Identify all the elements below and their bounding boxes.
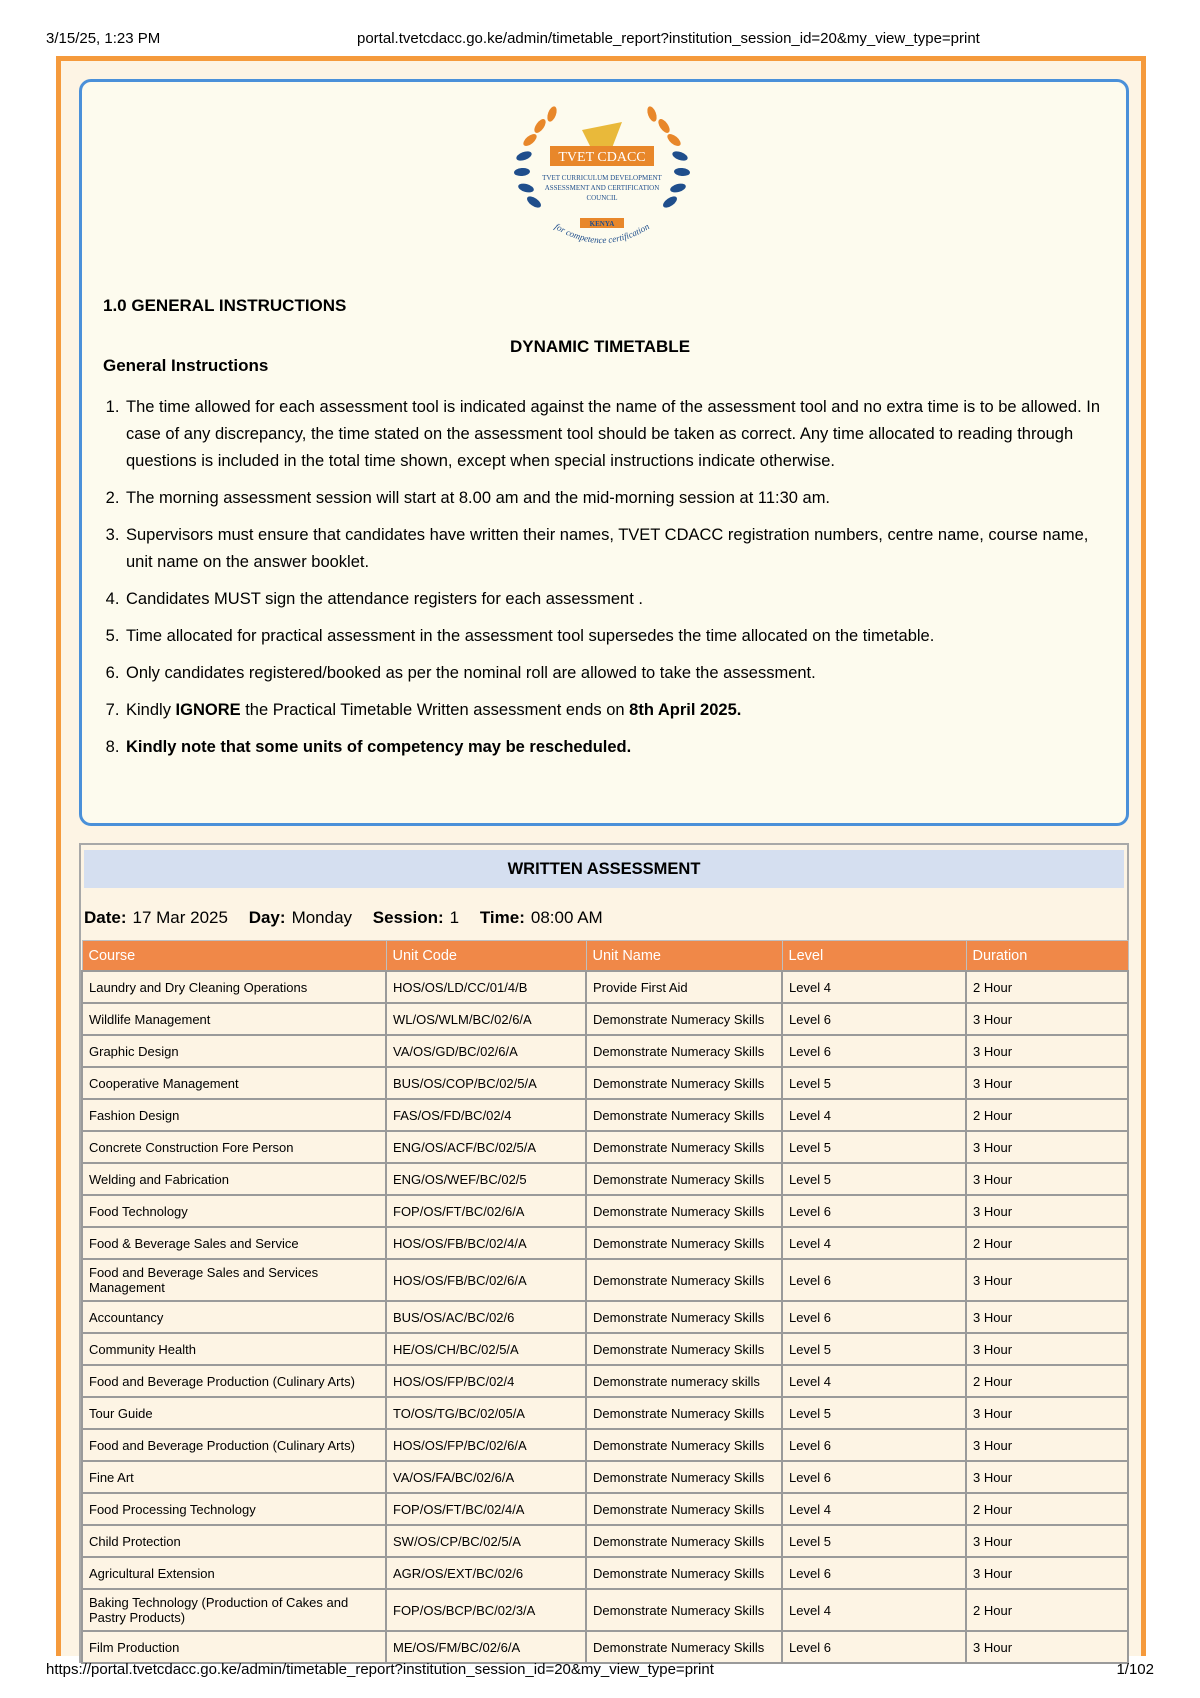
table-row [82, 1227, 1128, 1259]
unit-code-cell: WL/OS/WLM/BC/02/6/A [386, 1003, 586, 1035]
end-date-emphasis: 8th April 2025. [629, 701, 742, 719]
course-cell: Food and Beverage Production (Culinary Arts) [82, 1365, 386, 1397]
table-row [82, 1301, 1128, 1333]
table-row [82, 1365, 1128, 1397]
duration-cell: 3 Hour [966, 1429, 1128, 1461]
level-cell: Level 5 [782, 1333, 966, 1365]
course-cell: Cooperative Management [82, 1067, 386, 1099]
duration-cell: 3 Hour [966, 1461, 1128, 1493]
unit-name-cell: Demonstrate Numeracy Skills [586, 1397, 782, 1429]
level-cell: Level 6 [782, 1461, 966, 1493]
level-cell: Level 4 [782, 1589, 966, 1631]
unit-name-cell: Demonstrate numeracy skills [586, 1365, 782, 1397]
unit-code-cell: HOS/OS/FB/BC/02/4/A [386, 1227, 586, 1259]
unit-name-cell: Demonstrate Numeracy Skills [586, 1195, 782, 1227]
unit-name-cell: Demonstrate Numeracy Skills [586, 1429, 782, 1461]
level-cell: Level 4 [782, 971, 966, 1003]
unit-name-cell: Demonstrate Numeracy Skills [586, 1301, 782, 1333]
duration-cell: 3 Hour [966, 1003, 1128, 1035]
session-value: 1 [449, 908, 460, 927]
course-cell: Welding and Fabrication [82, 1163, 386, 1195]
svg-text:TVET CDACC: TVET CDACC [558, 150, 646, 165]
table-row [82, 1099, 1128, 1131]
unit-name-cell: Demonstrate Numeracy Skills [586, 1099, 782, 1131]
unit-code-cell: VA/OS/FA/BC/02/6/A [386, 1461, 586, 1493]
day-label: Day: [248, 908, 286, 927]
footer-url: https://portal.tvetcdacc.go.ke/admin/timetable_report?institution_session_id=20&my_view_type=print [46, 1661, 714, 1678]
section-title: 1.0 GENERAL INSTRUCTIONS [103, 296, 347, 315]
general-instructions-heading: General Instructions [103, 356, 269, 375]
course-cell: Food Technology [82, 1195, 386, 1227]
unit-code-cell: HOS/OS/FP/BC/02/6/A [386, 1429, 586, 1461]
unit-code-cell: FOP/OS/FT/BC/02/6/A [386, 1195, 586, 1227]
duration-cell: 3 Hour [966, 1259, 1128, 1301]
day-value: Monday [291, 908, 353, 927]
instruction-item: 4. Candidates MUST sign the attendance registers for each assessment . [124, 586, 1114, 613]
duration-cell: 3 Hour [966, 1195, 1128, 1227]
duration-cell: 2 Hour [966, 1365, 1128, 1397]
instruction-item: 3. Supervisors must ensure that candidates have written their names, TVET CDACC registration numbers, centre name, course name, unit name on the answer booklet. [124, 522, 1114, 576]
instructions-list [103, 394, 1114, 771]
course-cell: Food and Beverage Production (Culinary Arts) [82, 1429, 386, 1461]
course-cell: Community Health [82, 1333, 386, 1365]
level-cell: Level 6 [782, 1195, 966, 1227]
duration-cell: 2 Hour [966, 1099, 1128, 1131]
unit-name-cell: Demonstrate Numeracy Skills [586, 1493, 782, 1525]
duration-cell: 3 Hour [966, 1333, 1128, 1365]
time-value: 08:00 AM [530, 908, 603, 927]
unit-code-cell: BUS/OS/AC/BC/02/6 [386, 1301, 586, 1333]
session-label: Session: [372, 908, 444, 927]
unit-name-cell: Demonstrate Numeracy Skills [586, 1131, 782, 1163]
level-cell: Level 5 [782, 1131, 966, 1163]
duration-cell: 3 Hour [966, 1163, 1128, 1195]
table-row [82, 1493, 1128, 1525]
duration-cell: 2 Hour [966, 1493, 1128, 1525]
duration-cell: 3 Hour [966, 1035, 1128, 1067]
svg-text:ASSESSMENT AND CERTIFICATION: ASSESSMENT AND CERTIFICATION [544, 184, 660, 192]
time-label: Time: [479, 908, 525, 927]
unit-name-cell: Demonstrate Numeracy Skills [586, 1003, 782, 1035]
level-cell: Level 4 [782, 1365, 966, 1397]
level-cell: Level 6 [782, 1003, 966, 1035]
unit-name-cell: Demonstrate Numeracy Skills [586, 1227, 782, 1259]
unit-code-cell: ENG/OS/WEF/BC/02/5 [386, 1163, 586, 1195]
table-row [82, 971, 1128, 1003]
unit-name-cell: Demonstrate Numeracy Skills [586, 1589, 782, 1631]
table-row [82, 1067, 1128, 1099]
table-row [82, 1131, 1128, 1163]
course-cell: Tour Guide [82, 1397, 386, 1429]
unit-name-cell: Demonstrate Numeracy Skills [586, 1163, 782, 1195]
instruction-item: 1. The time allowed for each assessment tool is indicated against the name of the assessment tool and no extra time is to be allowed. In case of any discrepancy, the time stated on the assessment tool should be taken as correct. Any time allocated to reading through questions is included in the total time shown, except when special instructions indicate otherwise. [124, 394, 1114, 475]
table-row [82, 1525, 1128, 1557]
duration-cell: 2 Hour [966, 1589, 1128, 1631]
course-cell: Baking Technology (Production of Cakes and Pastry Products) [82, 1589, 386, 1631]
table-row [82, 1461, 1128, 1493]
course-cell: Food and Beverage Sales and Services Management [82, 1259, 386, 1301]
unit-name-cell: Demonstrate Numeracy Skills [586, 1557, 782, 1589]
table-row [82, 1259, 1128, 1301]
print-datetime: 3/15/25, 1:23 PM [46, 30, 161, 47]
course-cell: Film Production [82, 1631, 386, 1663]
table-row [82, 1631, 1128, 1663]
course-cell: Agricultural Extension [82, 1557, 386, 1589]
instruction-item: 2. The morning assessment session will start at 8.00 am and the mid-morning session at 11:30 am. [124, 485, 1114, 512]
svg-text:KENYA: KENYA [589, 220, 615, 228]
tvet-cdacc-logo [512, 100, 692, 265]
level-cell: Level 6 [782, 1631, 966, 1663]
unit-name-cell: Demonstrate Numeracy Skills [586, 1035, 782, 1067]
duration-cell: 3 Hour [966, 1631, 1128, 1663]
unit-code-cell: HOS/OS/LD/CC/01/4/B [386, 971, 586, 1003]
session-info [84, 908, 619, 928]
instruction-item: 8. Kindly note that some units of competency may be rescheduled. [124, 734, 1114, 761]
svg-text:for competence certification: for competence certification [553, 221, 651, 246]
unit-code-cell: HE/OS/CH/BC/02/5/A [386, 1333, 586, 1365]
level-cell: Level 5 [782, 1397, 966, 1429]
table-row [82, 1333, 1128, 1365]
print-footer [0, 1661, 1200, 1681]
page-number: 1/102 [1116, 1661, 1154, 1678]
course-cell: Accountancy [82, 1301, 386, 1333]
table-row [82, 1195, 1128, 1227]
unit-name-cell: Demonstrate Numeracy Skills [586, 1067, 782, 1099]
duration-cell: 3 Hour [966, 1131, 1128, 1163]
course-cell: Child Protection [82, 1525, 386, 1557]
duration-cell: 3 Hour [966, 1397, 1128, 1429]
level-cell: Level 6 [782, 1557, 966, 1589]
duration-cell: 3 Hour [966, 1525, 1128, 1557]
unit-name-cell: Demonstrate Numeracy Skills [586, 1525, 782, 1557]
level-cell: Level 4 [782, 1493, 966, 1525]
duration-cell: 2 Hour [966, 971, 1128, 1003]
duration-cell: 3 Hour [966, 1301, 1128, 1333]
level-cell: Level 4 [782, 1099, 966, 1131]
table-header-row [82, 941, 1128, 972]
unit-code-cell: SW/OS/CP/BC/02/5/A [386, 1525, 586, 1557]
unit-code-cell: TO/OS/TG/BC/02/05/A [386, 1397, 586, 1429]
course-cell: Food Processing Technology [82, 1493, 386, 1525]
unit-name-cell: Demonstrate Numeracy Skills [586, 1333, 782, 1365]
duration-cell: 2 Hour [966, 1227, 1128, 1259]
level-cell: Level 5 [782, 1163, 966, 1195]
timetable-table [81, 940, 1129, 1664]
level-cell: Level 5 [782, 1525, 966, 1557]
course-cell: Laundry and Dry Cleaning Operations [82, 971, 386, 1003]
course-cell: Fine Art [82, 1461, 386, 1493]
column-header: Duration [966, 941, 1128, 972]
unit-name-cell: Demonstrate Numeracy Skills [586, 1461, 782, 1493]
level-cell: Level 6 [782, 1259, 966, 1301]
column-header: Unit Code [386, 941, 586, 972]
svg-text:TVET CURRICULUM DEVELOPMENT: TVET CURRICULUM DEVELOPMENT [542, 174, 662, 182]
unit-code-cell: VA/OS/GD/BC/02/6/A [386, 1035, 586, 1067]
ignore-emphasis: IGNORE [175, 701, 241, 719]
written-assessment-banner: WRITTEN ASSESSMENT [84, 850, 1124, 888]
unit-name-cell: Demonstrate Numeracy Skills [586, 1259, 782, 1301]
course-cell: Fashion Design [82, 1099, 386, 1131]
level-cell: Level 5 [782, 1067, 966, 1099]
table-row [82, 1589, 1128, 1631]
unit-name-cell: Demonstrate Numeracy Skills [586, 1631, 782, 1663]
table-row [82, 1035, 1128, 1067]
unit-code-cell: ENG/OS/ACF/BC/02/5/A [386, 1131, 586, 1163]
unit-code-cell: HOS/OS/FB/BC/02/6/A [386, 1259, 586, 1301]
column-header: Course [82, 941, 386, 972]
svg-text:COUNCIL: COUNCIL [586, 194, 618, 202]
unit-code-cell: FOP/OS/BCP/BC/02/3/A [386, 1589, 586, 1631]
course-cell: Wildlife Management [82, 1003, 386, 1035]
level-cell: Level 6 [782, 1035, 966, 1067]
unit-code-cell: BUS/OS/COP/BC/02/5/A [386, 1067, 586, 1099]
course-cell: Food & Beverage Sales and Service [82, 1227, 386, 1259]
course-cell: Graphic Design [82, 1035, 386, 1067]
table-row [82, 1003, 1128, 1035]
instruction-item: 7. Kindly IGNORE the Practical Timetable Written assessment ends on 8th April 2025. [124, 697, 1114, 724]
table-row [82, 1397, 1128, 1429]
level-cell: Level 6 [782, 1429, 966, 1461]
level-cell: Level 6 [782, 1301, 966, 1333]
unit-code-cell: FOP/OS/FT/BC/02/4/A [386, 1493, 586, 1525]
print-url: portal.tvetcdacc.go.ke/admin/timetable_report?institution_session_id=20&my_view_type=print [357, 30, 980, 47]
duration-cell: 3 Hour [966, 1067, 1128, 1099]
unit-code-cell: FAS/OS/FD/BC/02/4 [386, 1099, 586, 1131]
instruction-item: 6. Only candidates registered/booked as per the nominal roll are allowed to take the assessment. [124, 660, 1114, 687]
table-row [82, 1557, 1128, 1589]
date-label: Date: [84, 908, 127, 927]
column-header: Level [782, 941, 966, 972]
column-header: Unit Name [586, 941, 782, 972]
instruction-item: 5. Time allocated for practical assessment in the assessment tool supersedes the time allocated on the timetable. [124, 623, 1114, 650]
course-cell: Concrete Construction Fore Person [82, 1131, 386, 1163]
unit-code-cell: HOS/OS/FP/BC/02/4 [386, 1365, 586, 1397]
level-cell: Level 4 [782, 1227, 966, 1259]
table-row [82, 1163, 1128, 1195]
unit-name-cell: Provide First Aid [586, 971, 782, 1003]
unit-code-cell: AGR/OS/EXT/BC/02/6 [386, 1557, 586, 1589]
torch-book [582, 122, 622, 148]
duration-cell: 3 Hour [966, 1557, 1128, 1589]
document-title: DYNAMIC TIMETABLE [509, 337, 691, 356]
print-header [0, 30, 1200, 50]
table-row [82, 1429, 1128, 1461]
unit-code-cell: ME/OS/FM/BC/02/6/A [386, 1631, 586, 1663]
date-value: 17 Mar 2025 [132, 908, 228, 927]
